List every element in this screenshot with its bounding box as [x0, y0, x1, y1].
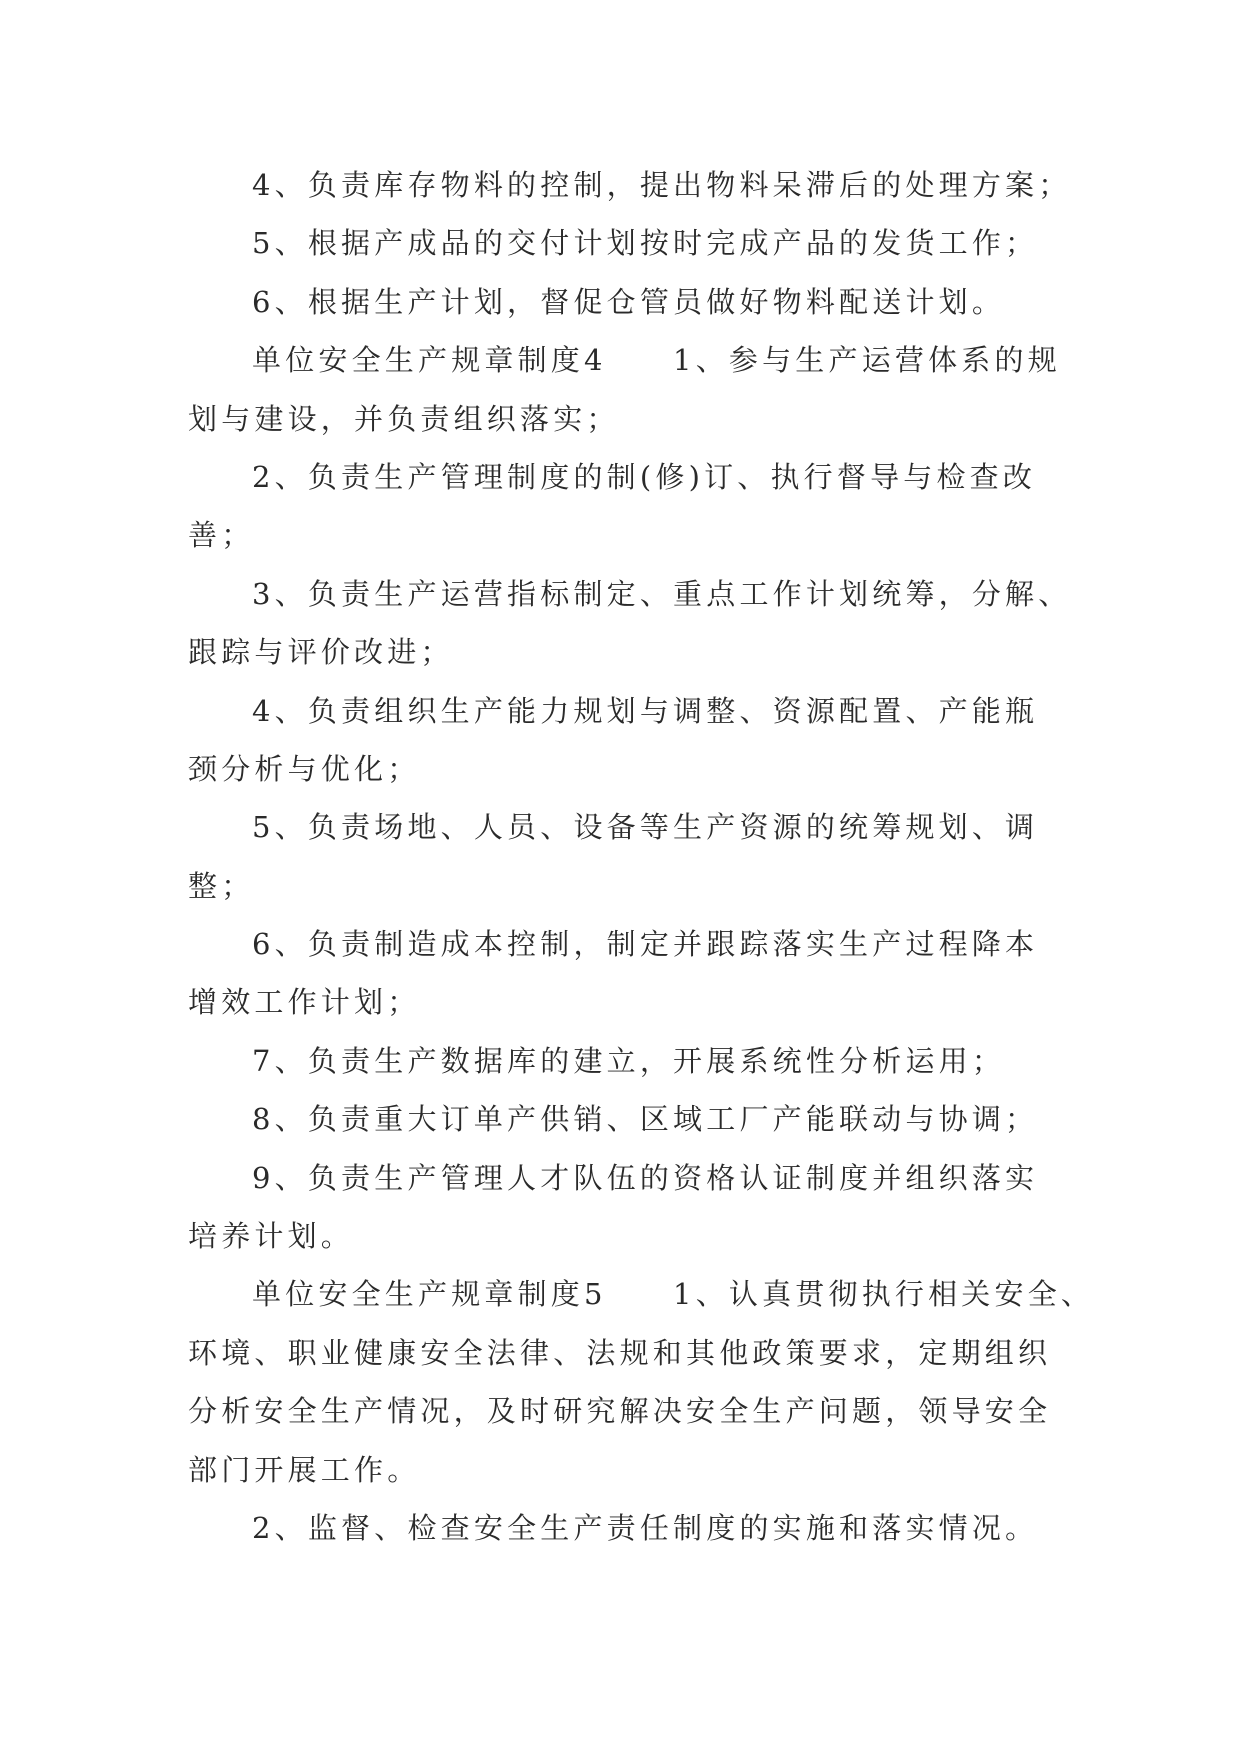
paragraph-line: 环境、职业健康安全法律、法规和其他政策要求，定期组织	[188, 1335, 1052, 1370]
paragraph-line: 2、监督、检查安全生产责任制度的实施和落实情况。	[252, 1510, 1039, 1545]
paragraph-line: 单位安全生产规章制度5 1、认真贯彻执行相关安全、	[252, 1277, 1095, 1312]
paragraph-line: 2、负责生产管理制度的制(修)订、执行督导与检查改	[252, 459, 1037, 494]
paragraph-line: 整；	[188, 868, 255, 903]
paragraph-line: 4、负责库存物料的控制，提出物料呆滞后的处理方案；	[252, 168, 1072, 202]
paragraph-line: 4、负责组织生产能力规划与调整、资源配置、产能瓶	[252, 693, 1039, 728]
paragraph-line: 5、负责场地、人员、设备等生产资源的统筹规划、调	[252, 810, 1039, 845]
paragraph-item-5	[188, 214, 1141, 272]
paragraph-line: 8、负责重大订单产供销、区域工厂产能联动与协调；	[252, 1102, 1039, 1137]
paragraph-line: 颈分析与优化；	[188, 751, 421, 786]
paragraph-item-6b	[188, 915, 1141, 1032]
paragraph-item-2b	[188, 1499, 1141, 1557]
paragraph-line: 部门开展工作。	[188, 1452, 421, 1487]
paragraph-item-3	[188, 565, 1141, 682]
paragraph-line: 分析安全生产情况，及时研究解决安全生产问题，领导安全	[188, 1394, 1052, 1429]
paragraph-item-2	[188, 448, 1141, 565]
section-heading-paragraph-4	[188, 331, 1141, 448]
paragraph-line: 划与建设，并负责组织落实；	[188, 401, 620, 436]
paragraph-item-4	[188, 156, 1141, 214]
paragraph-line: 跟踪与评价改进；	[188, 635, 454, 670]
paragraph-item-8	[188, 1090, 1141, 1148]
paragraph-line: 增效工作计划；	[188, 985, 421, 1020]
paragraph-item-5b	[188, 798, 1141, 915]
paragraph-line: 培养计划。	[188, 1219, 355, 1254]
paragraph-line: 单位安全生产规章制度4 1、参与生产运营体系的规	[252, 343, 1061, 378]
paragraph-line: 9、负责生产管理人才队伍的资格认证制度并组织落实	[252, 1160, 1039, 1195]
paragraph-item-4b	[188, 682, 1141, 799]
paragraph-line: 5、根据产成品的交付计划按时完成产品的发货工作；	[252, 226, 1039, 261]
paragraph-line: 3、负责生产运营指标制定、重点工作计划统筹，分解、	[252, 576, 1072, 611]
section-heading-paragraph-5	[188, 1265, 1141, 1499]
paragraph-line: 6、根据生产计划，督促仓管员做好物料配送计划。	[252, 284, 1006, 319]
paragraph-item-6	[188, 273, 1141, 331]
paragraph-item-9	[188, 1149, 1141, 1266]
paragraph-line: 6、负责制造成本控制，制定并跟踪落实生产过程降本	[252, 927, 1039, 962]
paragraph-item-7	[188, 1032, 1141, 1090]
paragraph-line: 7、负责生产数据库的建立，开展系统性分析运用；	[252, 1043, 1006, 1078]
paragraph-line: 善；	[188, 518, 255, 553]
